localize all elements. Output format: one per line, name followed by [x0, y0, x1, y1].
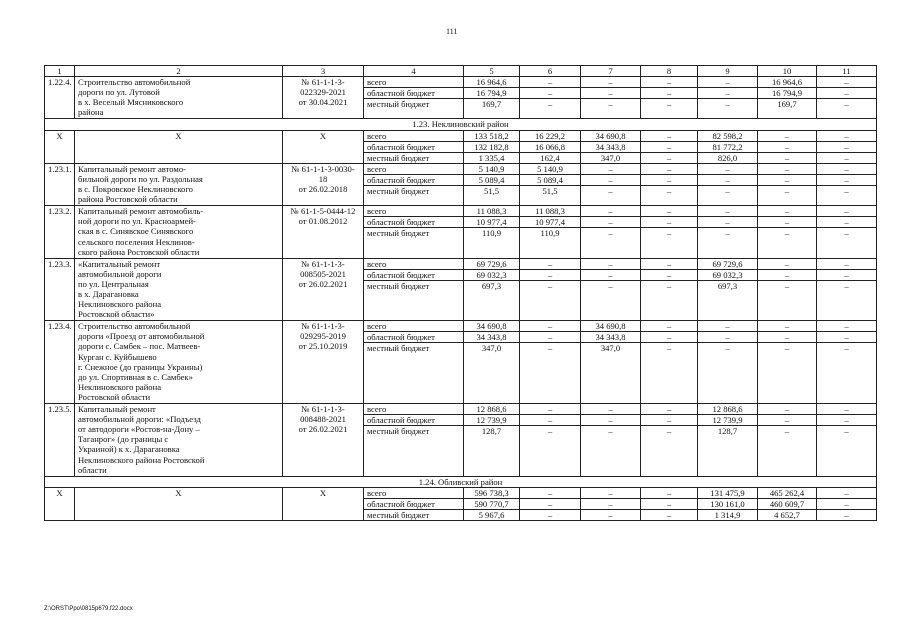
- amount-cell: 5 967,6: [464, 510, 520, 521]
- amount-cell: 4 652,7: [758, 510, 817, 521]
- amount-cell: 133 518,2: [464, 130, 520, 141]
- item-number: Х: [45, 487, 75, 520]
- item-document: № 61-1-1-3- 008488-2021 от 26.02.2021: [283, 404, 364, 477]
- budget-row: [45, 163, 877, 174]
- amount-cell: 10 977,4: [520, 217, 581, 228]
- amount-cell: 1 314,9: [698, 510, 758, 521]
- amount-cell: –: [641, 498, 698, 509]
- amount-cell: –: [758, 269, 817, 280]
- amount-cell: –: [758, 332, 817, 343]
- amount-cell: –: [581, 269, 641, 280]
- budget-type: всего: [364, 321, 464, 332]
- amount-cell: 51,5: [464, 186, 520, 206]
- amount-cell: –: [520, 332, 581, 343]
- amount-cell: 697,3: [464, 280, 520, 320]
- amount-cell: –: [641, 321, 698, 332]
- amount-cell: –: [581, 426, 641, 477]
- item-document: № 61-1-1-3- 022329-2021 от 30.04.2021: [283, 77, 364, 119]
- amount-cell: –: [758, 343, 817, 404]
- amount-cell: 110,9: [464, 228, 520, 258]
- amount-cell: –: [520, 321, 581, 332]
- budget-type: областной бюджет: [364, 217, 464, 228]
- section-title: 1.24. Обливский район: [45, 476, 877, 487]
- budget-type: местный бюджет: [364, 280, 464, 320]
- item-document: № 61-1-1-3-0030- 18 от 26.02.2018: [283, 163, 364, 205]
- amount-cell: –: [698, 88, 758, 99]
- amount-cell: –: [641, 404, 698, 415]
- amount-cell: –: [817, 321, 877, 332]
- item-name: Капитальный ремонт автомобиль- ной дороги по ул. Красноармей- ская в с. Синявское Синявского сельского поселения Неклинов- ского района Ростовской области: [75, 206, 283, 258]
- amount-cell: 128,7: [464, 426, 520, 477]
- amount-cell: 5 089,4: [520, 174, 581, 185]
- item-document: Х: [283, 130, 364, 163]
- budget-type: всего: [364, 130, 464, 141]
- amount-cell: –: [758, 130, 817, 141]
- amount-cell: –: [581, 206, 641, 217]
- budget-type: областной бюджет: [364, 269, 464, 280]
- amount-cell: 162,4: [520, 152, 581, 163]
- amount-cell: –: [817, 77, 877, 88]
- amount-cell: –: [641, 206, 698, 217]
- amount-cell: –: [698, 321, 758, 332]
- amount-cell: –: [520, 404, 581, 415]
- amount-cell: –: [520, 258, 581, 269]
- amount-cell: –: [641, 426, 698, 477]
- amount-cell: 16 066,8: [520, 141, 581, 152]
- amount-cell: –: [520, 510, 581, 521]
- column-number: 5: [464, 66, 520, 77]
- amount-cell: –: [758, 404, 817, 415]
- amount-cell: –: [641, 217, 698, 228]
- amount-cell: –: [817, 206, 877, 217]
- amount-cell: 347,0: [464, 343, 520, 404]
- section-row: [45, 119, 877, 130]
- amount-cell: –: [698, 206, 758, 217]
- amount-cell: –: [641, 487, 698, 498]
- item-number: Х: [45, 130, 75, 163]
- amount-cell: –: [817, 99, 877, 119]
- column-number: 4: [364, 66, 464, 77]
- section-title: 1.23. Неклиновский район: [45, 119, 877, 130]
- amount-cell: –: [758, 186, 817, 206]
- amount-cell: –: [758, 415, 817, 426]
- amount-cell: –: [581, 280, 641, 320]
- amount-cell: –: [758, 141, 817, 152]
- budget-type: местный бюджет: [364, 343, 464, 404]
- budget-type: всего: [364, 258, 464, 269]
- amount-cell: –: [641, 174, 698, 185]
- amount-cell: –: [581, 88, 641, 99]
- amount-cell: 826,0: [698, 152, 758, 163]
- amount-cell: –: [641, 269, 698, 280]
- amount-cell: –: [817, 498, 877, 509]
- amount-cell: –: [817, 487, 877, 498]
- amount-cell: –: [641, 130, 698, 141]
- amount-cell: 69 032,3: [464, 269, 520, 280]
- amount-cell: 34 690,8: [464, 321, 520, 332]
- amount-cell: –: [758, 217, 817, 228]
- amount-cell: –: [581, 487, 641, 498]
- amount-cell: –: [758, 426, 817, 477]
- column-number: 2: [75, 66, 283, 77]
- amount-cell: 16 964,6: [464, 77, 520, 88]
- item-number: 1.23.1.: [45, 163, 75, 205]
- column-number: 6: [520, 66, 581, 77]
- amount-cell: –: [817, 130, 877, 141]
- budget-type: местный бюджет: [364, 99, 464, 119]
- amount-cell: –: [581, 415, 641, 426]
- amount-cell: 34 343,8: [464, 332, 520, 343]
- amount-cell: –: [581, 77, 641, 88]
- amount-cell: –: [520, 498, 581, 509]
- amount-cell: 12 739,9: [698, 415, 758, 426]
- amount-cell: 69 729,6: [698, 258, 758, 269]
- amount-cell: 5 140,9: [520, 163, 581, 174]
- amount-cell: 12 868,6: [464, 404, 520, 415]
- amount-cell: –: [698, 99, 758, 119]
- amount-cell: 169,7: [464, 99, 520, 119]
- budget-type: всего: [364, 77, 464, 88]
- amount-cell: –: [641, 141, 698, 152]
- section-row: [45, 476, 877, 487]
- item-number: 1.22.4.: [45, 77, 75, 119]
- amount-cell: –: [581, 217, 641, 228]
- amount-cell: –: [698, 228, 758, 258]
- budget-row: [45, 258, 877, 269]
- budget-row: [45, 77, 877, 88]
- budget-type: областной бюджет: [364, 88, 464, 99]
- item-name: Капитальный ремонт автомо- бильной дороги по ул. Раздольная в с. Покровское Неклиновского района Ростовской области: [75, 163, 283, 205]
- amount-cell: 5 140,9: [464, 163, 520, 174]
- amount-cell: 12 868,6: [698, 404, 758, 415]
- amount-cell: –: [817, 343, 877, 404]
- item-number: 1.23.4.: [45, 321, 75, 404]
- amount-cell: –: [698, 186, 758, 206]
- item-name: Х: [75, 487, 283, 520]
- amount-cell: –: [817, 228, 877, 258]
- amount-cell: –: [641, 163, 698, 174]
- amount-cell: 110,9: [520, 228, 581, 258]
- amount-cell: –: [641, 99, 698, 119]
- amount-cell: –: [758, 174, 817, 185]
- budget-table: [44, 65, 877, 521]
- item-document: Х: [283, 487, 364, 520]
- amount-cell: –: [520, 269, 581, 280]
- page-number: 111: [446, 27, 458, 36]
- budget-type: местный бюджет: [364, 228, 464, 258]
- column-number: 1: [45, 66, 75, 77]
- item-document: № 61-1-1-3- 029295-2019 от 25.10.2019: [283, 321, 364, 404]
- column-number: 9: [698, 66, 758, 77]
- amount-cell: 82 598,2: [698, 130, 758, 141]
- amount-cell: –: [641, 258, 698, 269]
- budget-row: [45, 404, 877, 415]
- amount-cell: –: [641, 152, 698, 163]
- amount-cell: –: [817, 186, 877, 206]
- amount-cell: 11 088,3: [464, 206, 520, 217]
- amount-cell: –: [817, 280, 877, 320]
- amount-cell: –: [758, 163, 817, 174]
- amount-cell: –: [758, 280, 817, 320]
- budget-type: областной бюджет: [364, 141, 464, 152]
- amount-cell: –: [520, 280, 581, 320]
- column-number: 11: [817, 66, 877, 77]
- amount-cell: 131 475,9: [698, 487, 758, 498]
- amount-cell: 34 690,8: [581, 321, 641, 332]
- column-number: 7: [581, 66, 641, 77]
- amount-cell: –: [758, 228, 817, 258]
- amount-cell: 169,7: [758, 99, 817, 119]
- item-name: Строительство автомобильной дороги «Проезд от автомобильной дороги с. Самбек – пос. Матвеев- Курган с. Куйбышево г. Снежное (до границы Украины) до ул. Спортивная в с. Самбек» Неклиновского района Ростовской области: [75, 321, 283, 404]
- budget-type: местный бюджет: [364, 426, 464, 477]
- file-path-footer: Z:\ORST\Ppo\0815p679.f22.docx: [44, 606, 133, 612]
- budget-type: местный бюджет: [364, 186, 464, 206]
- amount-cell: 347,0: [581, 343, 641, 404]
- amount-cell: 11 088,3: [520, 206, 581, 217]
- amount-cell: –: [581, 510, 641, 521]
- budget-type: областной бюджет: [364, 498, 464, 509]
- amount-cell: –: [758, 206, 817, 217]
- amount-cell: –: [641, 332, 698, 343]
- item-name: «Капитальный ремонт автомобильной дороги по ул. Центральная в х. Дарагановка Неклиновского района Ростовской области»: [75, 258, 283, 321]
- amount-cell: –: [817, 404, 877, 415]
- amount-cell: –: [520, 77, 581, 88]
- amount-cell: –: [581, 498, 641, 509]
- amount-cell: –: [817, 332, 877, 343]
- amount-cell: –: [520, 415, 581, 426]
- item-number: 1.23.3.: [45, 258, 75, 321]
- amount-cell: 34 343,8: [581, 332, 641, 343]
- amount-cell: –: [698, 163, 758, 174]
- amount-cell: 132 182,8: [464, 141, 520, 152]
- amount-cell: –: [641, 77, 698, 88]
- amount-cell: –: [641, 186, 698, 206]
- amount-cell: 81 772,2: [698, 141, 758, 152]
- amount-cell: –: [581, 228, 641, 258]
- amount-cell: –: [581, 258, 641, 269]
- amount-cell: –: [641, 415, 698, 426]
- amount-cell: –: [581, 163, 641, 174]
- column-number: 3: [283, 66, 364, 77]
- amount-cell: –: [817, 152, 877, 163]
- amount-cell: –: [817, 426, 877, 477]
- amount-cell: –: [641, 510, 698, 521]
- amount-cell: –: [817, 415, 877, 426]
- amount-cell: 51,5: [520, 186, 581, 206]
- budget-type: всего: [364, 163, 464, 174]
- item-document: № 61-1-5-0444-12 от 01.08.2012: [283, 206, 364, 258]
- item-name: Х: [75, 130, 283, 163]
- amount-cell: –: [581, 186, 641, 206]
- amount-cell: –: [520, 426, 581, 477]
- column-number: 8: [641, 66, 698, 77]
- budget-type: областной бюджет: [364, 415, 464, 426]
- amount-cell: 69 729,6: [464, 258, 520, 269]
- budget-row: [45, 487, 877, 498]
- amount-cell: –: [698, 332, 758, 343]
- amount-cell: –: [698, 343, 758, 404]
- amount-cell: 128,7: [698, 426, 758, 477]
- amount-cell: 16 794,9: [464, 88, 520, 99]
- amount-cell: –: [641, 88, 698, 99]
- amount-cell: –: [817, 174, 877, 185]
- amount-cell: –: [520, 343, 581, 404]
- budget-type: всего: [364, 404, 464, 415]
- budget-type: областной бюджет: [364, 174, 464, 185]
- amount-cell: 34 343,8: [581, 141, 641, 152]
- amount-cell: –: [758, 321, 817, 332]
- amount-cell: 590 770,7: [464, 498, 520, 509]
- amount-cell: –: [817, 217, 877, 228]
- amount-cell: –: [758, 258, 817, 269]
- amount-cell: –: [581, 174, 641, 185]
- amount-cell: –: [641, 228, 698, 258]
- budget-type: местный бюджет: [364, 510, 464, 521]
- amount-cell: –: [698, 174, 758, 185]
- amount-cell: 130 161,0: [698, 498, 758, 509]
- amount-cell: –: [581, 99, 641, 119]
- amount-cell: –: [520, 487, 581, 498]
- amount-cell: –: [698, 77, 758, 88]
- amount-cell: 12 739,9: [464, 415, 520, 426]
- budget-row: [45, 321, 877, 332]
- amount-cell: 465 262,4: [758, 487, 817, 498]
- amount-cell: –: [817, 141, 877, 152]
- column-header-row: [45, 66, 877, 77]
- amount-cell: –: [698, 217, 758, 228]
- amount-cell: –: [641, 280, 698, 320]
- amount-cell: 69 032,3: [698, 269, 758, 280]
- item-document: № 61-1-1-3- 008505-2021 от 26.02.2021: [283, 258, 364, 321]
- amount-cell: –: [817, 258, 877, 269]
- column-number: 10: [758, 66, 817, 77]
- amount-cell: 16 794,9: [758, 88, 817, 99]
- amount-cell: 596 738,3: [464, 487, 520, 498]
- amount-cell: –: [817, 88, 877, 99]
- amount-cell: 697,3: [698, 280, 758, 320]
- amount-cell: –: [641, 343, 698, 404]
- item-number: 1.23.5.: [45, 404, 75, 477]
- amount-cell: 16 229,2: [520, 130, 581, 141]
- budget-type: всего: [364, 206, 464, 217]
- item-name: Капитальный ремонт автомобильной дороги: «Подъезд от автодороги «Ростов-на-Дону – Таганрог» (до границы с Украиной) к х. Дарагановка Неклиновского района Ростовской области: [75, 404, 283, 477]
- amount-cell: –: [817, 510, 877, 521]
- item-name: Строительство автомобильной дороги по ул. Лутовой в х. Веселый Мясниковского района: [75, 77, 283, 119]
- amount-cell: 460 609,7: [758, 498, 817, 509]
- amount-cell: –: [581, 404, 641, 415]
- amount-cell: –: [817, 269, 877, 280]
- amount-cell: 347,0: [581, 152, 641, 163]
- amount-cell: –: [520, 99, 581, 119]
- amount-cell: 16 964,6: [758, 77, 817, 88]
- budget-row: [45, 130, 877, 141]
- budget-type: местный бюджет: [364, 152, 464, 163]
- amount-cell: 5 089,4: [464, 174, 520, 185]
- amount-cell: 10 977,4: [464, 217, 520, 228]
- amount-cell: 1 335,4: [464, 152, 520, 163]
- amount-cell: –: [758, 152, 817, 163]
- budget-type: областной бюджет: [364, 332, 464, 343]
- item-number: 1.23.2.: [45, 206, 75, 258]
- budget-type: всего: [364, 487, 464, 498]
- amount-cell: –: [817, 163, 877, 174]
- budget-row: [45, 206, 877, 217]
- amount-cell: 34 690,8: [581, 130, 641, 141]
- amount-cell: –: [520, 88, 581, 99]
